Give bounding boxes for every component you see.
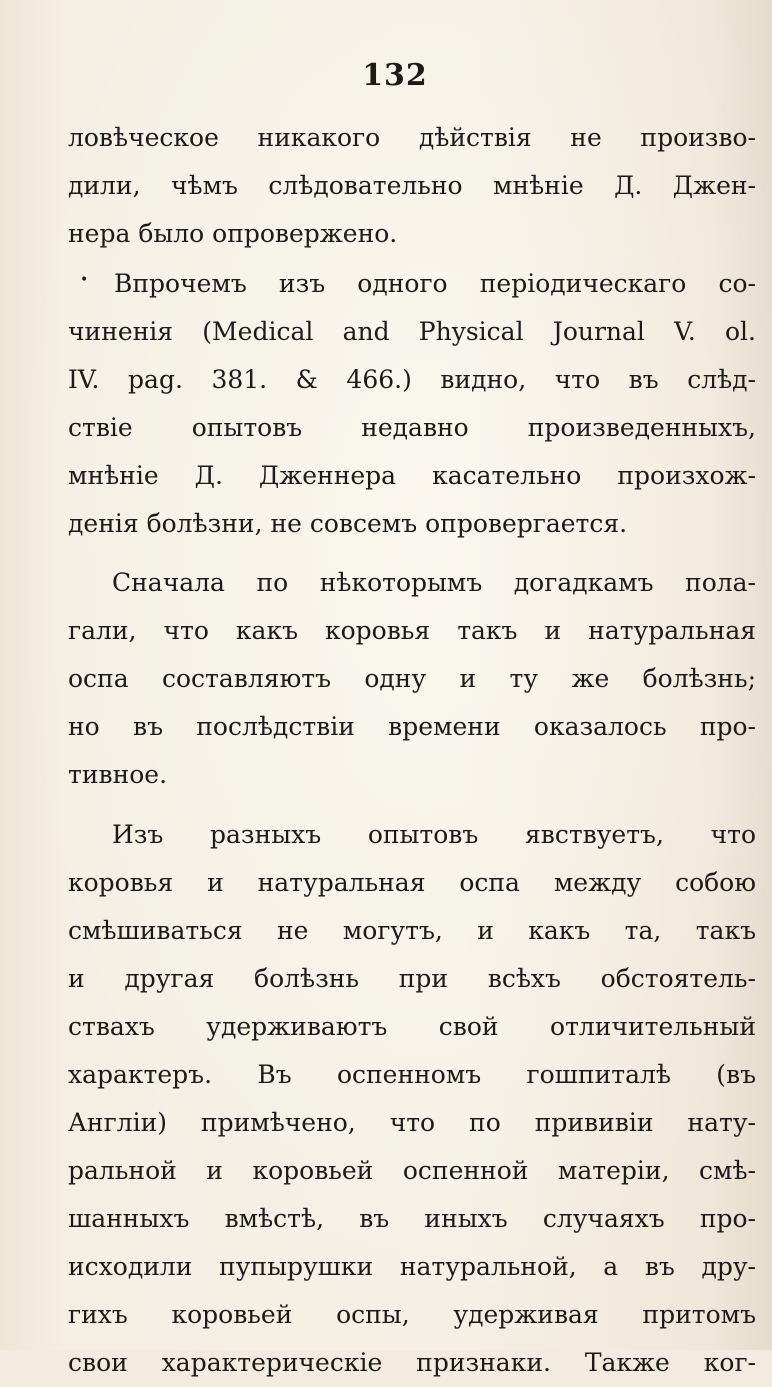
text-line: тивное. bbox=[68, 760, 168, 789]
text-line: свои характерическіе признаки. Также ког- bbox=[68, 1348, 756, 1377]
text-line: IV. pag. 381. & 466.) видно, что въ слѣд- bbox=[68, 365, 756, 394]
text-line: шанныхъ вмѣстѣ, въ иныхъ случаяхъ про- bbox=[68, 1204, 756, 1233]
text-line: гихъ коровьей оспы, удерживая притомъ bbox=[68, 1300, 756, 1329]
text-line: и другая болѣзнь при всѣхъ обстоятель- bbox=[68, 964, 756, 993]
text-line: ральной и коровьей оспенной матеріи, смѣ- bbox=[68, 1156, 756, 1185]
text-line: гали, что какъ коровья такъ и натуральная bbox=[68, 616, 756, 645]
text-line: нера было опровержено. bbox=[68, 219, 398, 248]
text-line: дили, чѣмъ слѣдовательно мнѣніе Д. Джен- bbox=[68, 171, 756, 200]
text-line: ствіе опытовъ недавно произведенныхъ, bbox=[68, 413, 756, 442]
text-line: Сначала по нѣкоторымъ догадкамъ пола- bbox=[112, 568, 756, 597]
text-line: коровья и натуральная оспа между собою bbox=[68, 868, 756, 897]
text-line: но въ послѣдствіи времени оказалось про- bbox=[68, 712, 756, 741]
text-line: ловѣческое никакого дѣйствія не произво- bbox=[68, 123, 756, 152]
text-line: чиненія (Medical and Physical Journal V. ol. bbox=[68, 317, 756, 346]
text-line: мнѣніе Д. Дженнера касательно произхож- bbox=[68, 461, 756, 490]
text-line: оспа составляютъ одну и ту же болѣзнь; bbox=[68, 664, 756, 693]
text-line: Англіи) примѣчено, что по прививіи нату- bbox=[68, 1108, 756, 1137]
text-line: характеръ. Въ оспенномъ гошпиталѣ (въ bbox=[68, 1060, 756, 1089]
text-line: денія болѣзни, не совсемъ опровергается. bbox=[68, 509, 628, 538]
text-line: ствахъ удерживаютъ свой отличительный bbox=[68, 1012, 756, 1041]
text-line: Изъ разныхъ опытовъ явствуетъ, что bbox=[112, 820, 756, 849]
page-number: 132 bbox=[362, 58, 428, 93]
text-line: исходили пупырушки натуральной, а въ дру- bbox=[68, 1252, 756, 1281]
text-line: смѣшиваться не могутъ, и какъ та, такъ bbox=[68, 916, 756, 945]
text-line: • Впрочемъ изъ одного періодическаго со- bbox=[114, 260, 756, 308]
